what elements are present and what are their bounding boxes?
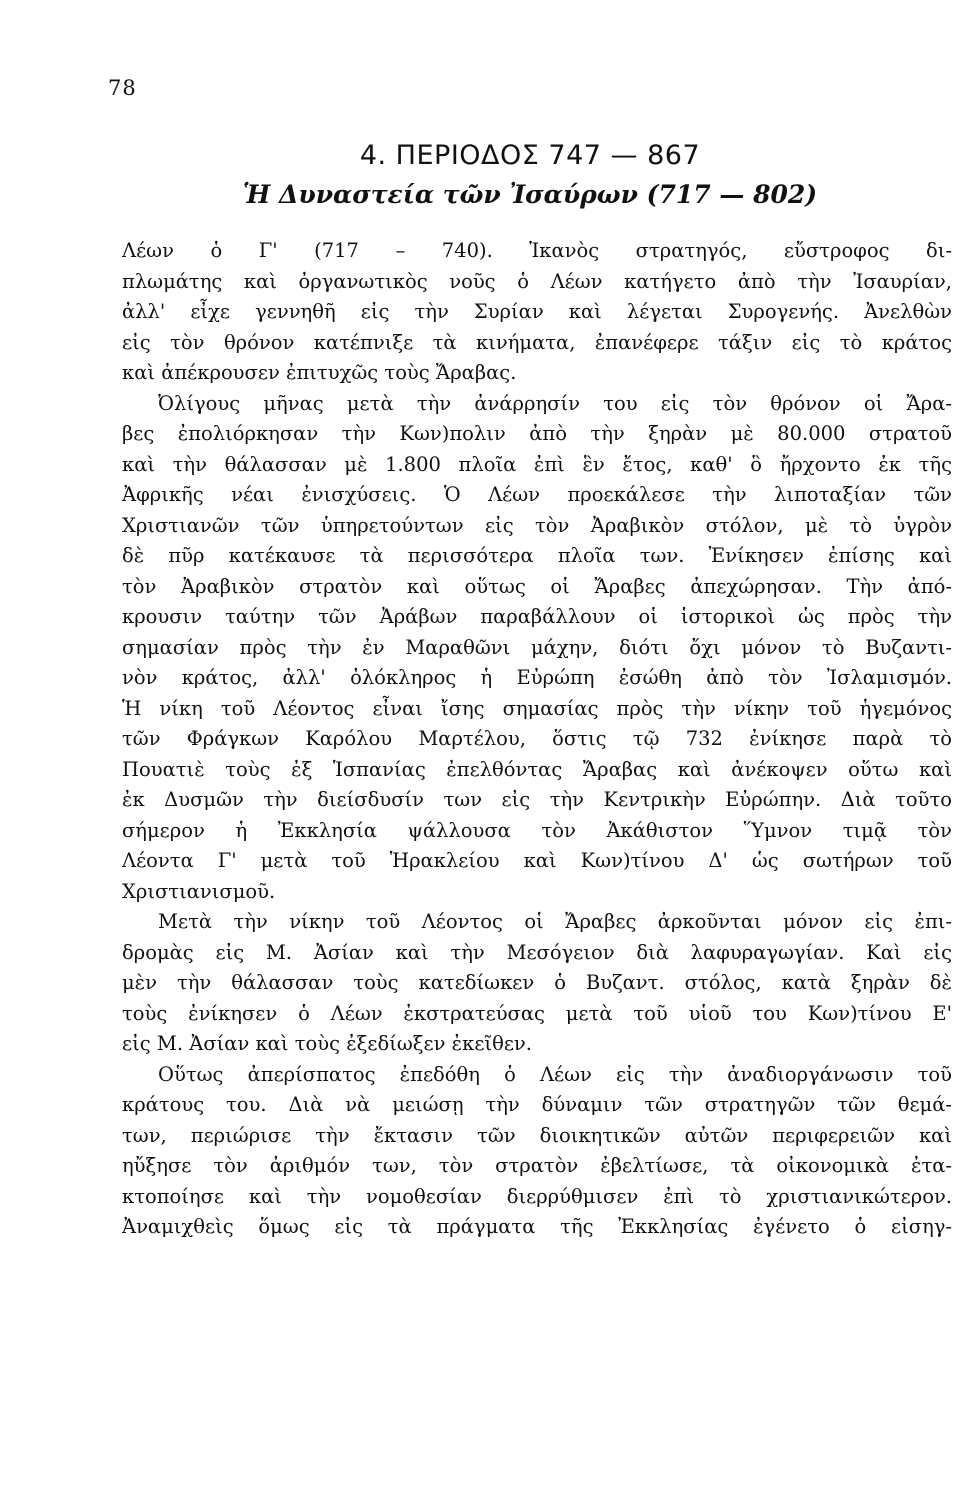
section-subtitle: Ἡ Δυναστεία τῶν Ἰσαύρων (717 — 802) <box>242 180 818 209</box>
text-line: κρουσιν ταύτην τῶν Ἀράβων παραβάλλουν οἱ ἱστορικοὶ ὡς πρὸς τὴν <box>122 605 952 628</box>
text-line: ηὔξησε τὸν ἀριθμόν των, τὸν στρατὸν ἐβελτίωσε, τὰ οἰκονομικὰ ἐτα- <box>122 1154 952 1177</box>
body-text <box>122 236 952 1243</box>
text-line: Οὕτως ἀπερίσπατος ἐπεδόθη ὁ Λέων εἰς τὴν ἀναδιοργάνωσιν τοῦ <box>158 1062 952 1086</box>
text-line: τοὺς ἐνίκησεν ὁ Λέων ἐκστρατεύσας μετὰ τοῦ υἱοῦ του Κων)τίνου Ε' <box>122 1001 952 1025</box>
page-number: 78 <box>108 76 137 100</box>
text-line: Πουατιὲ τοὺς ἐξ Ἱσπανίας ἐπελθόντας Ἄραβας καὶ ἀνέκοψεν οὕτω καὶ <box>122 757 952 781</box>
text-line: σημασίαν πρὸς τὴν ἐν Μαραθῶνι μάχην, διότι ὄχι μόνον τὸ Βυζαντι- <box>122 635 952 659</box>
text-line: Λέοντα Γ' μετὰ τοῦ Ἡρακλείου καὶ Κων)τίνου Δ' ὡς σωτήρων τοῦ <box>122 849 952 872</box>
text-line: κτοποίησε καὶ τὴν νομοθεσίαν διερρύθμισεν ἐπὶ τὸ χριστιανικώτερον. <box>122 1184 952 1208</box>
text-line: τῶν Φράγκων Καρόλου Μαρτέλου, ὅστις τῷ 732 ἐνίκησε παρὰ τὸ <box>122 727 952 750</box>
text-line: καὶ τὴν θάλασσαν μὲ 1.800 πλοῖα ἐπὶ ἓν ἔτος, καθ' ὃ ἤρχοντο ἐκ τῆς <box>122 452 952 476</box>
text-line: εἰς Μ. Ἀσίαν καὶ τοὺς ἐξεδίωξεν ἐκεῖθεν. <box>122 1032 532 1055</box>
text-line: Ὀλίγους μῆνας μετὰ τὴν ἀνάρρησίν του εἰς τὸν θρόνον οἱ Ἄρα- <box>158 391 952 415</box>
text-line: καὶ ἀπέκρουσεν ἐπιτυχῶς τοὺς Ἄραβας. <box>122 361 517 384</box>
text-line: βες ἐπολιόρκησαν τὴν Κων)πολιν ἀπὸ τὴν ξηρὰν μὲ 80.000 στρατοῦ <box>122 422 952 445</box>
text-line: των, περιώρισε τὴν ἔκτασιν τῶν διοικητικῶν αὐτῶν περιφερειῶν καὶ <box>122 1123 952 1147</box>
text-line: σήμερον ἡ Ἐκκλησία ψάλλουσα τὸν Ἀκάθιστον Ὕμνον τιμᾷ τὸν <box>122 818 952 842</box>
text-line: μὲν τὴν θάλασσαν τοὺς κατεδίωκεν ὁ Βυζαντ. στόλος, κατὰ ξηρὰν δὲ <box>122 971 952 994</box>
text-line: Χριστιανῶν τῶν ὑπηρετούντων εἰς τὸν Ἀραβικὸν στόλον, μὲ τὸ ὑγρὸν <box>122 513 952 537</box>
text-line: Λέων ὁ Γ' (717 – 740). Ἱκανὸς στρατηγός, εὔστροφος δι- <box>122 239 952 262</box>
text-line: τὸν Ἀραβικὸν στρατὸν καὶ οὕτως οἱ Ἄραβες ἀπεχώρησαν. Τὴν ἀπό- <box>122 574 952 598</box>
text-line: Μετὰ τὴν νίκην τοῦ Λέοντος οἱ Ἄραβες ἀρκοῦνται μόνον εἰς ἐπι- <box>158 910 952 933</box>
text-line: εἰς τὸν θρόνον κατέπνιξε τὰ κινήματα, ἐπανέφερε τάξιν εἰς τὸ κράτος <box>122 330 952 354</box>
text-line: πλωμάτης καὶ ὀργανωτικὸς νοῦς ὁ Λέων κατήγετο ἀπὸ τὴν Ἰσαυρίαν, <box>122 269 952 293</box>
text-line: ἐκ Δυσμῶν τὴν διείσδυσίν των εἰς τὴν Κεντρικὴν Εὐρώπην. Διὰ τοῦτο <box>122 788 952 811</box>
text-line: Ἀφρικῆς νέαι ἐνισχύσεις. Ὁ Λέων προεκάλεσε τὴν λιποταξίαν τῶν <box>122 483 952 506</box>
text-line: Ἡ νίκη τοῦ Λέοντος εἶναι ἴσης σημασίας πρὸς τὴν νίκην τοῦ ἡγεμόνος <box>122 696 952 720</box>
text-line: δὲ πῦρ κατέκαυσε τὰ περισσότερα πλοῖα των. Ἐνίκησεν ἐπίσης καὶ <box>122 544 952 567</box>
text-line: Χριστιανισμοῦ. <box>122 879 276 903</box>
text-line: Ἀναμιχθεὶς ὅμως εἰς τὰ πράγματα τῆς Ἐκκλησίας ἐγένετο ὁ εἰσηγ- <box>122 1215 952 1238</box>
section-title: 4. ΠΕΡΙΟΔΟΣ 747 — 867 <box>359 140 701 171</box>
text-line: δρομὰς εἰς Μ. Ἀσίαν καὶ τὴν Μεσόγειον διὰ λαφυραγωγίαν. Καὶ εἰς <box>122 940 952 964</box>
text-line: νὸν κράτος, ἀλλ' ὁλόκληρος ἡ Εὐρώπη ἐσώθη ἀπὸ τὸν Ἰσλαμισμόν. <box>122 666 952 689</box>
text-line: ἀλλ' εἶχε γεννηθῆ εἰς τὴν Συρίαν καὶ λέγεται Συρογενής. Ἀνελθὼν <box>122 300 952 323</box>
text-line: κράτους του. Διὰ νὰ μειώσῃ τὴν δύναμιν τῶν στρατηγῶν τῶν θεμά- <box>122 1093 952 1116</box>
